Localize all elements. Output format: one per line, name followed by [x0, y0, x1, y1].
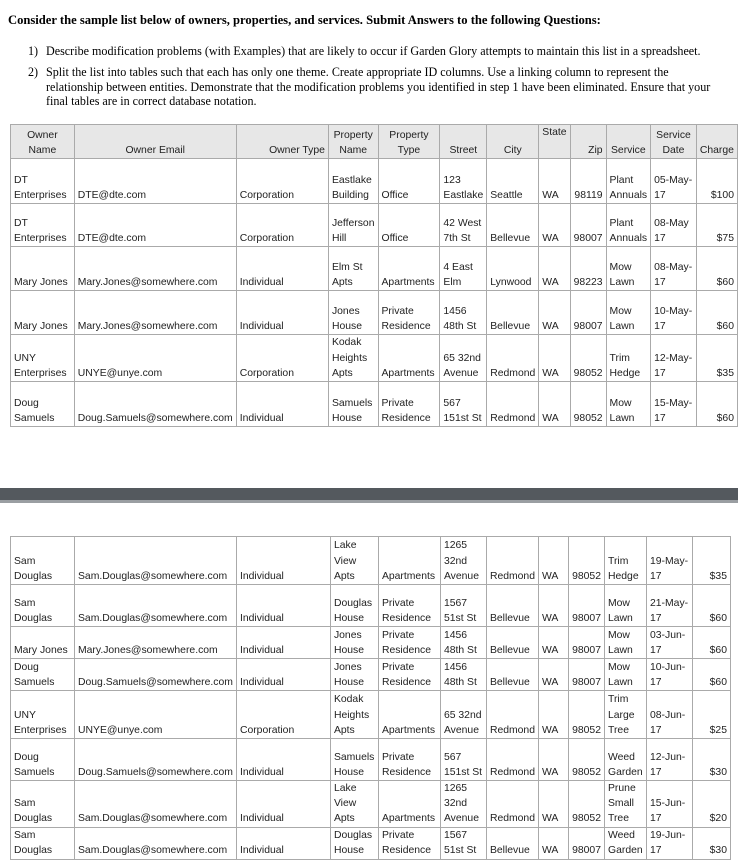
cell-street: 65 32nd Avenue: [440, 691, 486, 739]
cell-owner-email: Sam.Douglas@somewhere.com: [75, 781, 237, 828]
cell-owner-name: Doug Samuels: [11, 739, 75, 781]
cell-service: Mow Lawn: [606, 291, 651, 335]
cell-service-date: 08-May-17: [651, 247, 697, 291]
table-row: [11, 382, 738, 427]
cell-city: Bellevue: [487, 204, 539, 247]
cell-owner-type: Individual: [236, 627, 330, 659]
cell-owner-email: UNYE@unye.com: [74, 335, 236, 382]
cell-charge: $100: [696, 159, 737, 204]
cell-property-type: Apartments: [378, 335, 440, 382]
cell-property-name: Samuels House: [330, 739, 378, 781]
cell-service-date: 15-May-17: [651, 382, 697, 427]
cell-owner-name: UNY Enterprises: [11, 691, 75, 739]
table-row: [11, 159, 738, 204]
cell-property-name: Jones House: [328, 291, 378, 335]
page-heading: Consider the sample list below of owners, properties, and services. Submit Answers to the following Questions:: [8, 13, 601, 27]
cell-service-date: 08-Jun-17: [647, 691, 693, 739]
col-city: City: [487, 125, 539, 159]
cell-property-name: Elm St Apts: [328, 247, 378, 291]
cell-city: Redmond: [487, 382, 539, 427]
question-list: [28, 44, 728, 115]
table-row: [11, 627, 731, 659]
cell-city: Redmond: [486, 781, 538, 828]
cell-street: 1456 48th St: [440, 659, 486, 691]
cell-property-name: Eastlake Building: [328, 159, 378, 204]
cell-service: Mow Lawn: [605, 585, 647, 627]
col-service: Service: [606, 125, 651, 159]
cell-street: 1265 32nd Avenue: [440, 537, 486, 585]
cell-owner-email: Doug.Samuels@somewhere.com: [74, 382, 236, 427]
col-property-type: Property Type: [378, 125, 440, 159]
cell-state: WA: [539, 691, 569, 739]
cell-owner-email: Mary.Jones@somewhere.com: [75, 627, 237, 659]
cell-owner-type: Individual: [236, 827, 330, 859]
cell-property-name: Douglas House: [330, 585, 378, 627]
cell-service: Mow Lawn: [606, 382, 651, 427]
cell-street: 567 151st St: [440, 739, 486, 781]
cell-property-type: Apartments: [378, 537, 440, 585]
cell-service: Mow Lawn: [606, 247, 651, 291]
cell-owner-type: Individual: [236, 537, 330, 585]
cell-city: Bellevue: [486, 585, 538, 627]
cell-owner-email: UNYE@unye.com: [75, 691, 237, 739]
cell-service-date: 21-May-17: [647, 585, 693, 627]
cell-property-name: Kodak Heights Apts: [330, 691, 378, 739]
table-row: [11, 691, 731, 739]
cell-zip: 98052: [570, 382, 606, 427]
cell-state: WA: [539, 291, 570, 335]
cell-zip: 98007: [570, 204, 606, 247]
cell-owner-email: Sam.Douglas@somewhere.com: [75, 827, 237, 859]
cell-state: WA: [539, 204, 570, 247]
table-body: [11, 537, 731, 860]
cell-property-type: Private Residence: [378, 291, 440, 335]
cell-city: Bellevue: [487, 291, 539, 335]
cell-street: 1567 51st St: [440, 827, 486, 859]
col-service-date: Service Date: [651, 125, 697, 159]
col-charge: Charge: [696, 125, 737, 159]
cell-owner-name: Sam Douglas: [11, 585, 75, 627]
table-header-row: [11, 125, 738, 159]
cell-zip: 98007: [569, 585, 605, 627]
cell-service-date: 08-May 17: [651, 204, 697, 247]
cell-charge: $60: [696, 382, 737, 427]
cell-zip: 98052: [569, 537, 605, 585]
cell-state: WA: [539, 159, 570, 204]
cell-owner-name: UNY Enterprises: [11, 335, 75, 382]
table-row: [11, 659, 731, 691]
cell-owner-type: Individual: [236, 247, 328, 291]
table-body: [11, 159, 738, 427]
cell-charge: $60: [693, 585, 731, 627]
cell-service-date: 10-Jun-17: [647, 659, 693, 691]
question-number: 1): [28, 44, 39, 58]
cell-zip: 98007: [569, 627, 605, 659]
cell-owner-email: DTE@dte.com: [74, 159, 236, 204]
cell-city: Seattle: [487, 159, 539, 204]
cell-state: WA: [539, 585, 569, 627]
table-row: [11, 247, 738, 291]
cell-zip: 98052: [569, 739, 605, 781]
cell-charge: $60: [696, 291, 737, 335]
cell-owner-type: Corporation: [236, 691, 330, 739]
page-divider: [0, 488, 738, 500]
table-row: [11, 827, 731, 859]
cell-owner-name: Sam Douglas: [11, 781, 75, 828]
services-table-top: [10, 124, 738, 427]
col-street: Street: [440, 125, 487, 159]
cell-street: 1567 51st St: [440, 585, 486, 627]
question-number: 2): [28, 64, 39, 79]
cell-owner-name: DT Enterprises: [11, 159, 75, 204]
cell-owner-type: Individual: [236, 739, 330, 781]
cell-charge: $25: [693, 691, 731, 739]
cell-service-date: 12-Jun-17: [647, 739, 693, 781]
cell-owner-name: Mary Jones: [11, 627, 75, 659]
cell-state: WA: [539, 335, 570, 382]
cell-city: Redmond: [487, 335, 539, 382]
question-2: [28, 65, 728, 109]
cell-property-name: Kodak Heights Apts: [328, 335, 378, 382]
cell-service: Prune Small Tree: [605, 781, 647, 828]
cell-service-date: 10-May-17: [651, 291, 697, 335]
cell-city: Bellevue: [486, 659, 538, 691]
cell-owner-type: Corporation: [236, 159, 328, 204]
cell-property-name: Jones House: [330, 627, 378, 659]
question-text: Describe modification problems (with Examples) that are likely to occur if Garden Glory attempts to maintain this list in a spreadsheet.: [46, 44, 701, 58]
cell-property-type: Private Residence: [378, 627, 440, 659]
cell-zip: 98007: [569, 659, 605, 691]
cell-service-date: 12-May-17: [651, 335, 697, 382]
cell-owner-type: Individual: [236, 291, 328, 335]
cell-charge: $30: [693, 827, 731, 859]
cell-property-type: Office: [378, 204, 440, 247]
cell-owner-name: Sam Douglas: [11, 827, 75, 859]
cell-property-name: Lake View Apts: [330, 781, 378, 828]
cell-service-date: 03-Jun-17: [647, 627, 693, 659]
cell-street: 1456 48th St: [440, 627, 486, 659]
cell-charge: $60: [693, 659, 731, 691]
services-table-bottom: [10, 536, 731, 860]
cell-owner-name: Doug Samuels: [11, 382, 75, 427]
cell-property-type: Private Residence: [378, 659, 440, 691]
cell-property-name: Jones House: [330, 659, 378, 691]
cell-owner-name: Mary Jones: [11, 291, 75, 335]
cell-zip: 98007: [569, 827, 605, 859]
page-divider-shadow: [0, 500, 738, 503]
cell-service: Trim Large Tree: [605, 691, 647, 739]
cell-street: 4 East Elm: [440, 247, 487, 291]
cell-state: WA: [539, 247, 570, 291]
cell-service: Trim Hedge: [605, 537, 647, 585]
cell-property-type: Apartments: [378, 247, 440, 291]
col-property-name: Property Name: [328, 125, 378, 159]
cell-property-type: Private Residence: [378, 827, 440, 859]
table-row: [11, 291, 738, 335]
cell-service: Plant Annuals: [606, 204, 651, 247]
cell-state: WA: [539, 781, 569, 828]
col-state: State: [539, 125, 570, 159]
cell-service-date: 15-Jun-17: [647, 781, 693, 828]
cell-property-name: Douglas House: [330, 827, 378, 859]
cell-state: WA: [539, 827, 569, 859]
cell-owner-name: DT Enterprises: [11, 204, 75, 247]
cell-charge: $30: [693, 739, 731, 781]
table-row: [11, 781, 731, 828]
cell-owner-type: Individual: [236, 382, 328, 427]
cell-owner-name: Sam Douglas: [11, 537, 75, 585]
table-row: [11, 585, 731, 627]
cell-city: Lynwood: [487, 247, 539, 291]
cell-street: 1456 48th St: [440, 291, 487, 335]
table-row: [11, 739, 731, 781]
cell-service: Weed Garden: [605, 827, 647, 859]
table-row: [11, 204, 738, 247]
cell-owner-email: Sam.Douglas@somewhere.com: [75, 585, 237, 627]
cell-owner-email: Mary.Jones@somewhere.com: [74, 247, 236, 291]
cell-owner-email: Doug.Samuels@somewhere.com: [75, 739, 237, 781]
cell-owner-email: Sam.Douglas@somewhere.com: [75, 537, 237, 585]
table-row: [11, 335, 738, 382]
cell-property-name: Samuels House: [328, 382, 378, 427]
cell-state: WA: [539, 659, 569, 691]
cell-property-name: Jefferson Hill: [328, 204, 378, 247]
col-owner-type: Owner Type: [236, 125, 328, 159]
cell-property-type: Private Residence: [378, 585, 440, 627]
cell-service: Plant Annuals: [606, 159, 651, 204]
cell-service: Weed Garden: [605, 739, 647, 781]
cell-owner-type: Individual: [236, 659, 330, 691]
col-owner-email: Owner Email: [74, 125, 236, 159]
cell-property-type: Apartments: [378, 781, 440, 828]
cell-street: 65 32nd Avenue: [440, 335, 487, 382]
cell-city: Bellevue: [486, 627, 538, 659]
cell-service: Mow Lawn: [605, 627, 647, 659]
cell-owner-email: Mary.Jones@somewhere.com: [74, 291, 236, 335]
cell-street: 42 West 7th St: [440, 204, 487, 247]
cell-city: Redmond: [486, 537, 538, 585]
cell-state: WA: [539, 537, 569, 585]
cell-zip: 98052: [570, 335, 606, 382]
cell-charge: $20: [693, 781, 731, 828]
cell-zip: 98007: [570, 291, 606, 335]
cell-street: 567 151st St: [440, 382, 487, 427]
cell-owner-name: Doug Samuels: [11, 659, 75, 691]
cell-zip: 98052: [569, 781, 605, 828]
cell-property-name: Lake View Apts: [330, 537, 378, 585]
cell-city: Bellevue: [486, 827, 538, 859]
cell-street: 123 Eastlake: [440, 159, 487, 204]
cell-owner-type: Corporation: [236, 335, 328, 382]
cell-owner-name: Mary Jones: [11, 247, 75, 291]
cell-city: Redmond: [486, 739, 538, 781]
cell-charge: $60: [693, 627, 731, 659]
cell-service-date: 19-Jun-17: [647, 827, 693, 859]
question-text: Split the list into tables such that each has only one theme. Create appropriate ID columns. Use a linking column to represent the relationship between entities. Demonstrate that the modification problems you identified in step 1 have been eliminated. Ensure that your final tables are in correct database notation.: [46, 64, 711, 109]
cell-service: Mow Lawn: [605, 659, 647, 691]
cell-owner-type: Individual: [236, 781, 330, 828]
cell-charge: $35: [693, 537, 731, 585]
cell-zip: 98119: [570, 159, 606, 204]
cell-charge: $35: [696, 335, 737, 382]
cell-owner-type: Corporation: [236, 204, 328, 247]
col-zip: Zip: [570, 125, 606, 159]
col-owner-name: Owner Name: [11, 125, 75, 159]
cell-state: WA: [539, 627, 569, 659]
cell-service: Trim Hedge: [606, 335, 651, 382]
cell-street: 1265 32nd Avenue: [440, 781, 486, 828]
cell-service-date: 05-May-17: [651, 159, 697, 204]
cell-property-type: Apartments: [378, 691, 440, 739]
question-1: [28, 44, 728, 59]
cell-owner-email: DTE@dte.com: [74, 204, 236, 247]
table-row: [11, 537, 731, 585]
cell-owner-email: Doug.Samuels@somewhere.com: [75, 659, 237, 691]
cell-charge: $75: [696, 204, 737, 247]
cell-state: WA: [539, 739, 569, 781]
cell-zip: 98052: [569, 691, 605, 739]
cell-property-type: Private Residence: [378, 382, 440, 427]
cell-property-type: Office: [378, 159, 440, 204]
cell-owner-type: Individual: [236, 585, 330, 627]
cell-service-date: 19-May-17: [647, 537, 693, 585]
cell-state: WA: [539, 382, 570, 427]
cell-charge: $60: [696, 247, 737, 291]
cell-city: Redmond: [486, 691, 538, 739]
cell-property-type: Private Residence: [378, 739, 440, 781]
cell-zip: 98223: [570, 247, 606, 291]
